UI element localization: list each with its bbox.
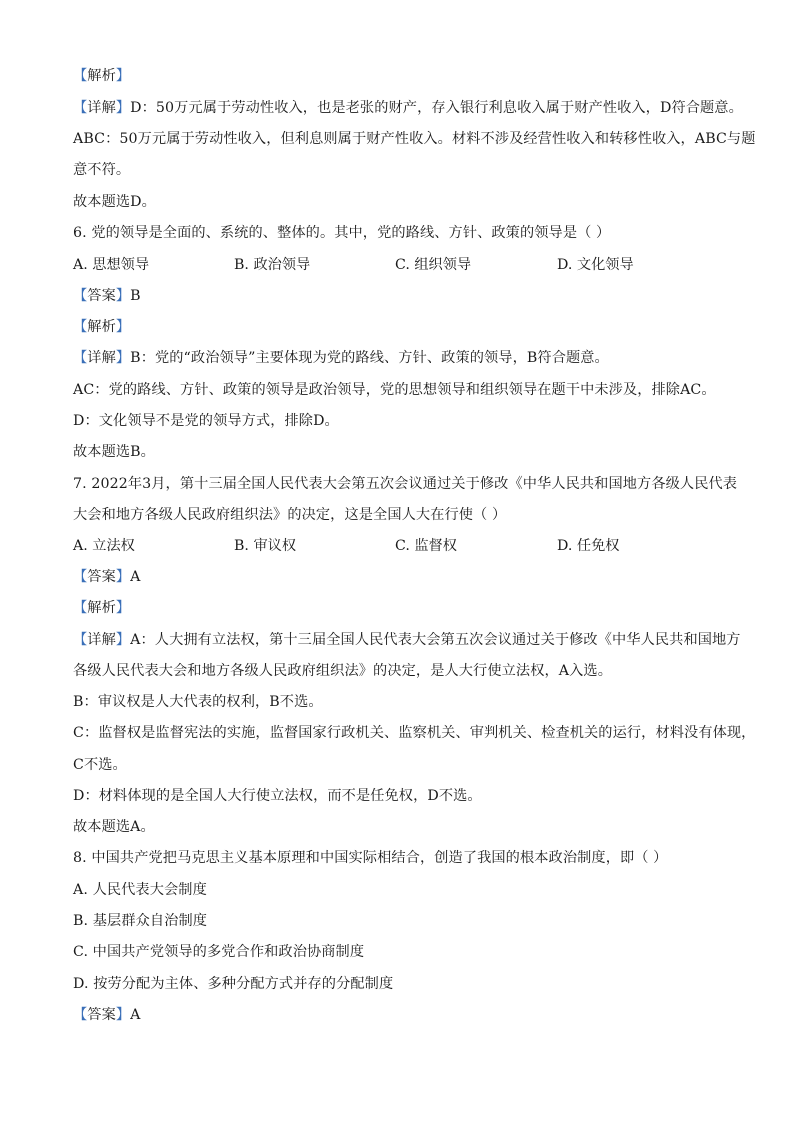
q8-option-a: A. 人民代表大会制度: [73, 882, 207, 898]
q6-detail-line: D：文化领导不是党的领导方式，排除D。: [73, 413, 339, 429]
q7-detail-line: 【详解】A：人大拥有立法权，第十三届全国人民代表大会第五次会议通过关于修改《中华人民共和国地方: [73, 632, 741, 648]
q8-answer: 【答案】A: [73, 1007, 141, 1023]
question-7-stem: 大会和地方各级人民政府组织法》的决定，这是全国人大在行使（ ）: [73, 507, 507, 523]
detail-line: 【详解】D：50万元属于劳动性收入，也是老张的财产，存入银行利息收入属于财产性收入，D符合题意。: [73, 100, 743, 116]
q6-option-d: D. 文化领导: [557, 257, 634, 273]
q8-option-d: D. 按劳分配为主体、多种分配方式并存的分配制度: [73, 976, 394, 992]
question-6-stem: 6. 党的领导是全面的、系统的、整体的。其中，党的路线、方针、政策的领导是（ ）: [73, 225, 611, 241]
question-8-stem: 8. 中国共产党把马克思主义基本原理和中国实际相结合，创造了我国的根本政治制度，即（ ）: [73, 850, 668, 866]
q8-option-c: C. 中国共产党领导的多党合作和政治协商制度: [73, 944, 365, 960]
q7-analysis-heading: 【解析】: [73, 600, 131, 616]
q8-option-b: B. 基层群众自治制度: [73, 913, 208, 929]
q7-conclusion: 故本题选A。: [73, 819, 155, 835]
q7-detail-line: D：材料体现的是全国人大行使立法权，而不是任免权，D不选。: [73, 788, 482, 804]
detail-line: 意不符。: [73, 162, 131, 178]
q7-detail-line: C不选。: [73, 757, 127, 773]
q7-option-c: C. 监督权: [395, 538, 457, 554]
detail-line: ABC：50万元属于劳动性收入，但利息则属于财产性收入。材料不涉及经营性收入和转移性收入，ABC与题: [73, 131, 756, 147]
q6-option-c: C. 组织领导: [395, 257, 472, 273]
q6-answer: 【答案】B: [73, 288, 141, 304]
q7-option-d: D. 任免权: [557, 538, 620, 554]
q7-option-a: A. 立法权: [73, 538, 135, 554]
q7-detail-line: C：监督权是监督宪法的实施，监督国家行政机关、监察机关、审判机关、检查机关的运行，材料没有体现，: [73, 725, 756, 741]
q7-detail-line: B：审议权是人大代表的权利，B不选。: [73, 694, 323, 710]
q6-analysis-heading: 【解析】: [73, 319, 131, 335]
q6-option-b: B. 政治领导: [234, 257, 311, 273]
conclusion-line: 故本题选D。: [73, 194, 156, 210]
q7-answer: 【答案】A: [73, 569, 141, 585]
q6-detail-line: AC：党的路线、方针、政策的领导是政治领导，党的思想领导和组织领导在题干中未涉及，排除AC。: [73, 382, 716, 398]
analysis-heading: 【解析】: [73, 68, 131, 84]
q7-option-b: B. 审议权: [234, 538, 297, 554]
question-7-stem: 7. 2022年3月，第十三届全国人民代表大会第五次会议通过关于修改《中华人民共和国地方各级人民代表: [73, 476, 738, 492]
q6-option-a: A. 思想领导: [73, 257, 150, 273]
q7-detail-line: 各级人民代表大会和地方各级人民政府组织法》的决定，是人大行使立法权，A入选。: [73, 663, 612, 679]
q6-detail-line: 【详解】B：党的“政治领导”主要体现为党的路线、方针、政策的领导，B符合题意。: [73, 350, 609, 366]
q6-conclusion: 故本题选B。: [73, 444, 155, 460]
